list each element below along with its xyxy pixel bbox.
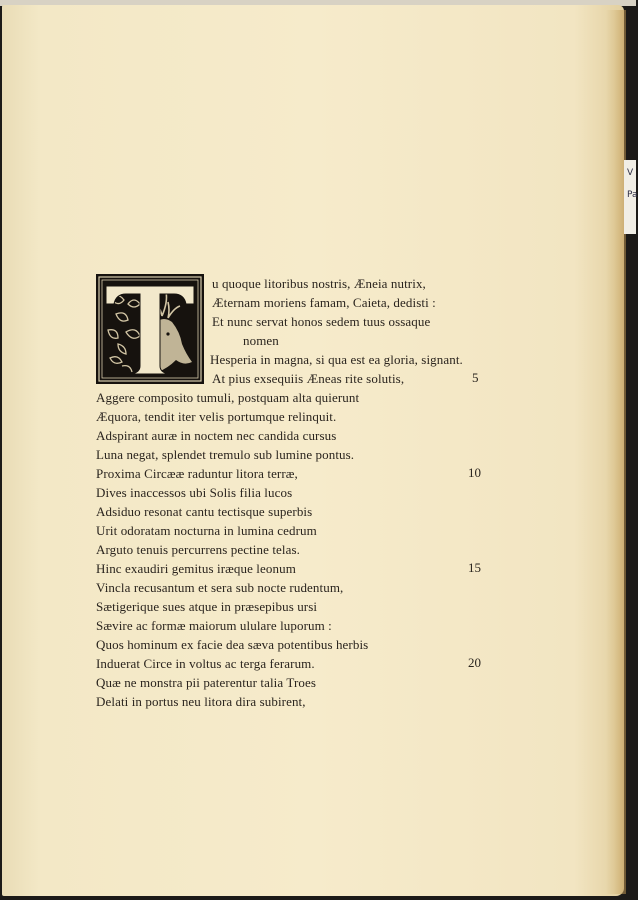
verse-line-3-continuation: nomen — [243, 333, 279, 348]
verse-line-9: Luna negat, splendet tremulo sub lumine pontus. — [96, 447, 355, 462]
drop-cap-initial — [96, 274, 204, 384]
verse-line-5: At pius exsequiis Æneas rite solutis, — [212, 371, 405, 386]
verse-line-13: Urit odoratam nocturna in lumina cedrum — [96, 523, 317, 538]
verse-line-18: Sævire ac formæ maiorum ululare luporum : — [96, 618, 332, 633]
verse-line-11: Dives inaccessos ubi Solis filia lucos — [96, 485, 293, 500]
line-number-15: 15 — [468, 560, 481, 575]
verse-line-19: Quos hominum ex facie dea sæva potentibus herbis — [96, 637, 369, 652]
verse-line-15: Hinc exaudiri gemitus iræque leonum — [96, 561, 296, 576]
verse-line-16: Vincla recusantum et sera sub nocte rudentum, — [96, 580, 344, 595]
next-page-fragment — [624, 160, 636, 234]
line-number-20: 20 — [468, 655, 481, 670]
line-number-10: 10 — [468, 465, 481, 480]
page-edge-foxing — [606, 10, 626, 894]
verse-line-8: Adspirant auræ in noctem nec candida cursus — [96, 428, 337, 443]
verse-line-14: Arguto tenuis percurrens pectine telas. — [96, 542, 301, 557]
line-number-5: 5 — [472, 370, 479, 385]
verse-line-1: u quoque litoribus nostris, Æneia nutrix, — [212, 276, 426, 291]
next-page-fragment-line: Pa — [627, 190, 638, 200]
next-page-fragment-line: V — [627, 168, 634, 178]
verse-line-2: Æternam moriens famam, Caieta, dedisti : — [212, 295, 436, 310]
verse-line-4: Hesperia in magna, si qua est ea gloria, signant. — [210, 352, 463, 367]
verse-line-12: Adsiduo resonat cantu tectisque superbis — [96, 504, 313, 519]
verse-line-22: Delati in portus neu litora dira subirent, — [96, 694, 306, 709]
verse-line-20: Induerat Circe in voltus ac terga ferarum. — [96, 656, 315, 671]
verse-line-6: Aggere composito tumuli, postquam alta quierunt — [96, 390, 360, 405]
verse-line-7: Æquora, tendit iter velis portumque relinquit. — [96, 409, 337, 424]
verse-line-21: Quæ ne monstra pii paterentur talia Troes — [96, 675, 317, 690]
verse-line-17: Sætigerique sues atque in præsepibus ursi — [96, 599, 318, 614]
verse-line-10: Proxima Circææ raduntur litora terræ, — [96, 466, 298, 481]
woodcut-illustration — [96, 274, 204, 384]
verse-line-3: Et nunc servat honos sedem tuus ossaque — [212, 314, 431, 329]
